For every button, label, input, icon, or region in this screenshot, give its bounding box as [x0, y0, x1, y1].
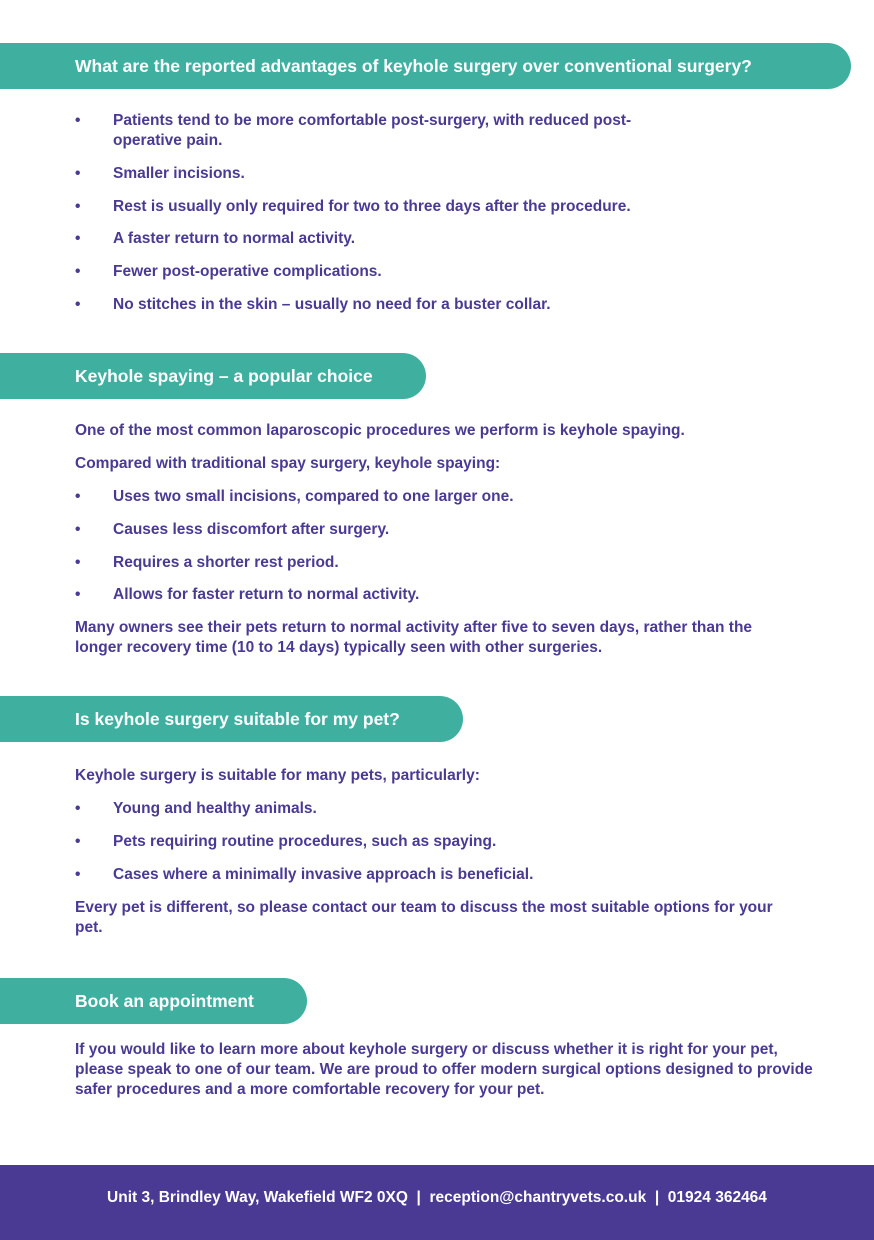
list-item-text: Allows for faster return to normal activity.: [113, 586, 420, 603]
list-item-text: Patients tend to be more comfortable post-surgery, with reduced post-operative pain.: [113, 112, 632, 149]
paragraph: One of the most common laparoscopic procedures we perform is keyhole spaying.: [75, 422, 685, 439]
list-item-text: Smaller incisions.: [113, 165, 245, 182]
bullet-icon: •: [75, 800, 81, 817]
paragraph: Compared with traditional spay surgery, keyhole spaying:: [75, 455, 501, 472]
heading-text: What are the reported advantages of keyhole surgery over conventional surgery?: [75, 56, 752, 76]
bullet-icon: •: [75, 165, 81, 182]
bullet-icon: •: [75, 833, 81, 850]
footer-address: Unit 3, Brindley Way, Wakefield WF2 0XQ: [107, 1189, 408, 1206]
list-item-text: Young and healthy animals.: [113, 800, 317, 817]
bullet-icon: •: [75, 866, 81, 883]
bullet-icon: •: [75, 263, 81, 280]
list-item-text: Pets requiring routine procedures, such as spaying.: [113, 833, 497, 850]
bullet-icon: •: [75, 521, 81, 538]
heading-text: Keyhole spaying – a popular choice: [75, 366, 373, 386]
paragraph: Every pet is different, so please contact our team to discuss the most suitable options for your pet.: [75, 899, 773, 936]
footer-contact-bar: [0, 1165, 874, 1240]
footer-separator: |: [416, 1189, 421, 1206]
list-item-text: Uses two small incisions, compared to one larger one.: [113, 488, 514, 505]
list-item-text: Rest is usually only required for two to three days after the procedure.: [113, 198, 631, 215]
footer-separator: |: [654, 1189, 660, 1206]
list-item: [75, 111, 835, 151]
bullet-icon: •: [75, 554, 81, 571]
list-item-text: No stitches in the skin – usually no need for a buster collar.: [113, 296, 551, 313]
list-item-text: Requires a shorter rest period.: [113, 554, 339, 571]
footer-phone[interactable]: 01924 362464: [667, 1189, 767, 1206]
list-item-text: Cases where a minimally invasive approach is beneficial.: [113, 866, 534, 883]
footer-email[interactable]: reception@chantryvets.co.uk: [429, 1189, 647, 1206]
section-heading-advantages: [0, 43, 851, 89]
list-item-text: A faster return to normal activity.: [113, 230, 356, 247]
section-heading-suitable: [0, 696, 463, 742]
bullet-icon: •: [75, 296, 81, 313]
list-item-text: Fewer post-operative complications.: [113, 263, 382, 280]
paragraph: If you would like to learn more about keyhole surgery or discuss whether it is right for your pet, please speak to one of our team. We are proud to offer modern surgical options designed to provide safer procedures and a more comfortable recovery for your pet.: [75, 1041, 813, 1098]
bullet-icon: •: [75, 488, 81, 505]
bullet-icon: •: [75, 230, 81, 247]
section-heading-book: [0, 978, 307, 1024]
list-item-text: Causes less discomfort after surgery.: [113, 521, 390, 538]
paragraph: Many owners see their pets return to normal activity after five to seven days, rather than the longer recovery time (10 to 14 days) typically seen with other surgeries.: [75, 619, 753, 656]
section-heading-spaying: [0, 353, 426, 399]
heading-text: Book an appointment: [75, 991, 254, 1011]
paragraph: Keyhole surgery is suitable for many pets, particularly:: [75, 767, 480, 784]
bullet-icon: •: [75, 586, 81, 603]
bullet-icon: •: [75, 198, 81, 215]
heading-text: Is keyhole surgery suitable for my pet?: [75, 709, 400, 729]
bullet-icon: •: [75, 112, 81, 129]
